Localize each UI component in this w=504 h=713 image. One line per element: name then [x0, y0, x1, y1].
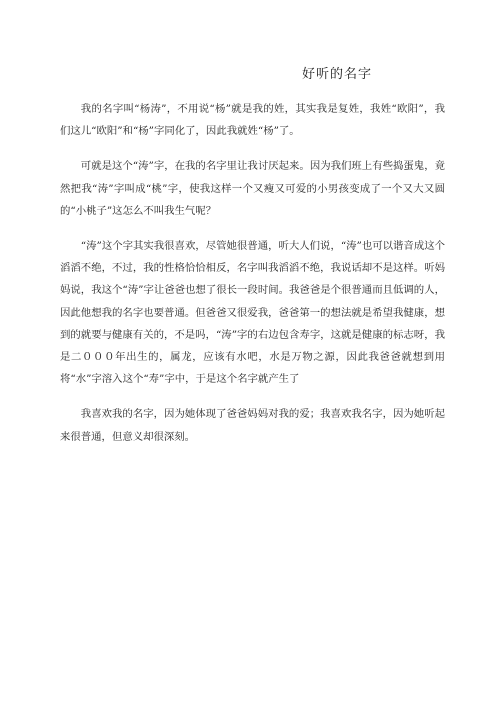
paragraph-4: 我喜欢我的名字，因为她体现了爸爸妈妈对我的爱；我喜欢我名字，因为她听起来很普通，但意义却很深刻。	[60, 408, 445, 443]
paragraph-3: “涛”这个字其实我很喜欢，尽管她很普通，听大人们说，“涛”也可以谐音成这个滔滔不绝，不过，我的性格恰恰相反，名字叫我滔滔不绝，我说话却不是这样。听妈妈说，我这个“涛”字让爸爸也想了很长一段时间。我爸爸是个很普通而且低调的人，因此他想我的名字也要普通。但爸爸又很爱我，爸爸第一的想法就是希望我健康，想到的就要与健康有关的，不是吗，“涛”字的右边包含寿字，这就是健康的标志呀，我是二０００年出生的，属龙，应该有水吧，水是万物之源，因此我爸爸就想到用将“水”字溶入这个“寿”字中，于是这个名字就产生了	[60, 240, 445, 386]
paragraph-2: 可就是这个“涛”字，在我的名字里让我讨厌起来。因为我们班上有些捣蛋鬼，竟然把我“涛”字叫成“桃”字，使我这样一个又瘦又可爱的小男孩变成了一个又大又圆的“小桃子”这怎么不叫我生气呢？	[60, 160, 445, 217]
paragraph-1: 我的名字叫“杨涛”，不用说“杨”就是我的姓，其实我是复姓，我姓“欧阳”，我们这儿“欧阳”和“杨”字同化了，因此我就姓“杨”了。	[60, 103, 445, 138]
document-body	[60, 98, 445, 461]
document-title: 好听的名字	[301, 67, 372, 82]
